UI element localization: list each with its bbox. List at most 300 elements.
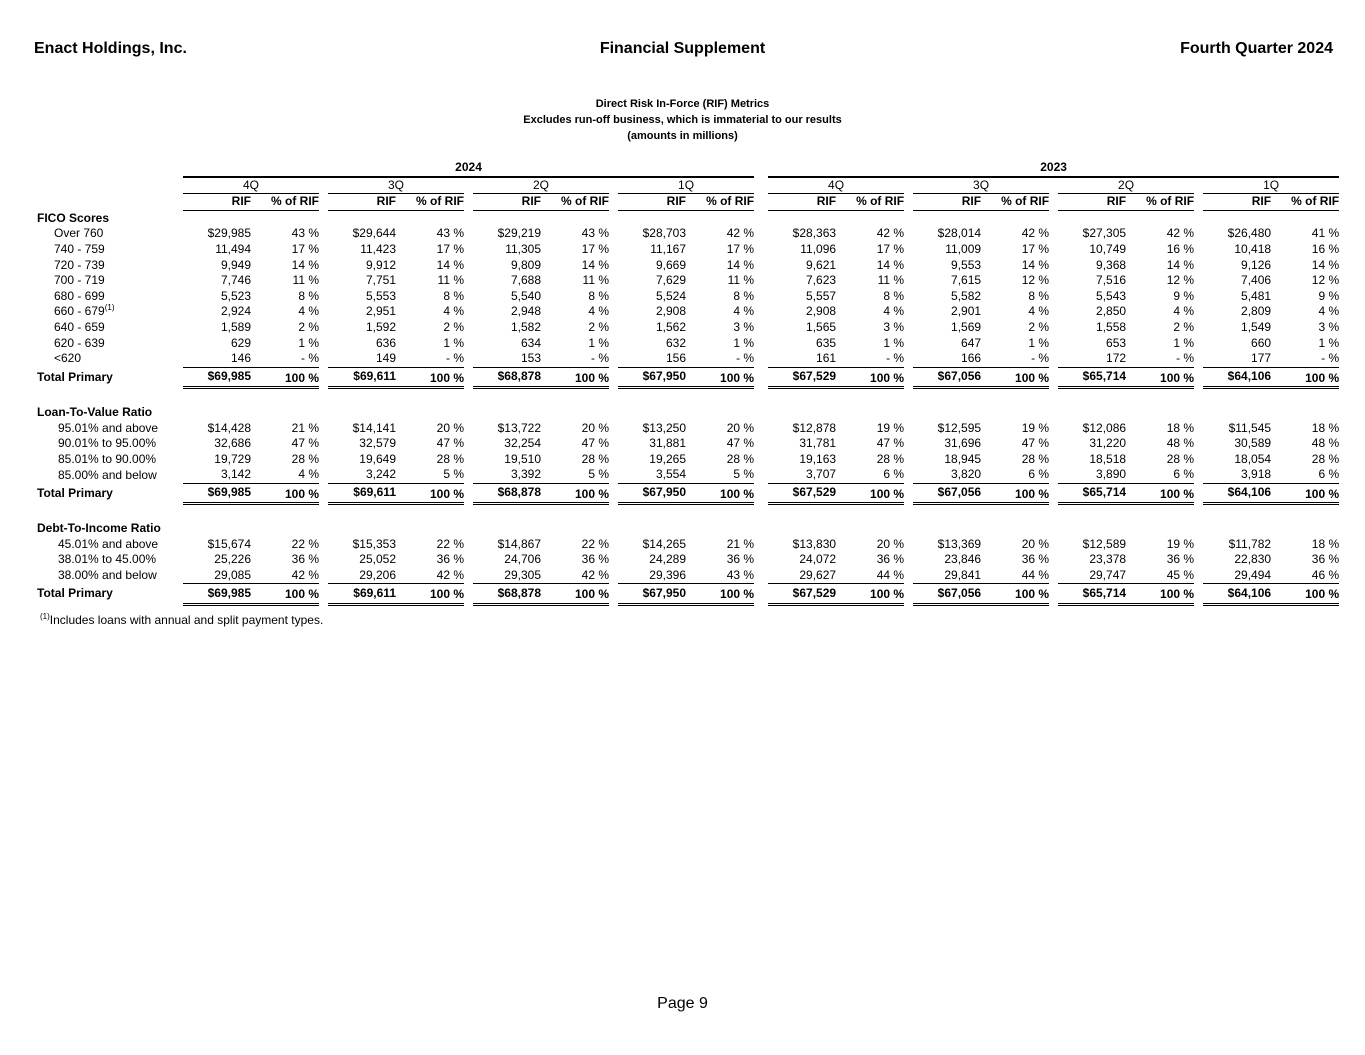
pct-of-rif-value: 42 % (1021, 226, 1050, 241)
pct-of-rif-value: 17 % (436, 241, 464, 256)
section-header-row (37, 210, 1339, 226)
footnote-marker: (1) (40, 612, 50, 621)
rif-column-header: RIF (1203, 194, 1271, 211)
rif-value: 3,890 (1096, 467, 1127, 482)
pct-of-rif-value: 2 % (443, 319, 464, 334)
row-label-text: Over 760 (54, 226, 104, 241)
row-label-text: 740 - 759 (54, 241, 105, 256)
rif-value: 2,924 (220, 304, 251, 319)
pct-of-rif-value: 4 % (883, 304, 905, 319)
total-row (37, 584, 1339, 605)
total-pct-value: 100 % (981, 584, 1049, 605)
total-pct-value: 100 % (251, 367, 319, 388)
total-pct-value: 100 % (541, 367, 609, 388)
pct-of-rif-value: 2 % (298, 319, 319, 334)
rif-value: $12,589 (1082, 536, 1127, 551)
total-rif-value: $68,878 (473, 367, 541, 388)
pct-of-rif-value: 3 % (883, 319, 905, 334)
rif-value: $28,014 (937, 226, 982, 241)
total-row (37, 483, 1339, 504)
rif-column-header: RIF (328, 194, 396, 211)
row-label-text: 90.01% to 95.00% (58, 436, 157, 451)
total-rif-value: $68,878 (473, 483, 541, 504)
pct-of-rif-value: 5 % (443, 467, 464, 482)
pct-of-rif-value: 3 % (733, 319, 755, 334)
row-label (37, 289, 183, 305)
row-label-text: 45.01% and above (58, 536, 159, 551)
rif-value: 149 (375, 351, 396, 366)
rif-value: 156 (665, 351, 686, 366)
rif-value: 5,557 (806, 288, 837, 303)
pct-of-rif-value: 47 % (1021, 436, 1050, 451)
rif-value: 647 (961, 335, 982, 350)
rif-value: 18,054 (1234, 451, 1272, 466)
pct-of-rif-value: 28 % (726, 451, 755, 466)
pct-of-rif-value: 6 % (883, 467, 905, 482)
row-label-text: 700 - 719 (54, 273, 105, 288)
pct-of-rif-value: 11 % (582, 273, 609, 288)
company-name: Enact Holdings, Inc. (34, 40, 187, 57)
pct-of-rif-value: 43 % (291, 226, 319, 241)
pct-of-rif-value: 8 % (733, 288, 755, 303)
quarter-header: 3Q (913, 177, 1049, 194)
total-label: Total Primary (37, 369, 113, 384)
rif-value: $15,674 (207, 536, 251, 551)
total-rif-value: $64,106 (1203, 584, 1271, 605)
row-label-footnote-marker: (1) (104, 303, 115, 313)
rif-value: 2,908 (655, 304, 686, 319)
total-rif-value: $69,985 (183, 584, 251, 605)
row-label (37, 421, 183, 437)
rif-value: $13,369 (937, 536, 982, 551)
rif-value: 5,540 (510, 288, 541, 303)
rif-value: 29,305 (504, 567, 541, 582)
page-number: Page 9 (657, 995, 708, 1012)
row-label-text: 620 - 639 (54, 335, 105, 350)
rif-value: 2,901 (951, 304, 982, 319)
rif-value: 3,242 (365, 467, 396, 482)
pct-of-rif-value: 28 % (291, 451, 319, 466)
rif-value: $15,353 (352, 536, 396, 551)
pct-of-rif-value: 11 % (877, 273, 905, 288)
rif-value: 9,368 (1096, 257, 1127, 272)
rif-value: 11,096 (800, 241, 837, 256)
total-pct-value: 100 % (251, 483, 319, 504)
total-pct-value: 100 % (1271, 367, 1339, 388)
rif-value: 32,254 (504, 436, 541, 451)
total-pct-value: 100 % (1126, 483, 1194, 504)
row-label (37, 226, 183, 242)
pct-of-rif-value: 5 % (588, 467, 609, 482)
rif-value: 31,781 (799, 436, 837, 451)
pct-column-header: % of RIF (686, 194, 754, 211)
pct-of-rif-value: 14 % (1166, 257, 1195, 272)
rif-value: 29,396 (649, 567, 686, 582)
rif-value: 7,516 (1096, 273, 1127, 288)
row-label (37, 452, 183, 468)
total-rif-value: $67,950 (618, 483, 686, 504)
rif-value: 634 (520, 335, 541, 350)
rif-value: $14,428 (207, 420, 251, 435)
pct-of-rif-value: 21 % (726, 536, 755, 551)
row-label-text: <620 (54, 351, 82, 366)
total-rif-value: $64,106 (1203, 367, 1271, 388)
total-rif-value: $67,056 (913, 584, 981, 605)
pct-of-rif-value: 8 % (588, 288, 609, 303)
pct-of-rif-value: 4 % (1028, 304, 1050, 319)
rif-value: 18,945 (944, 451, 982, 466)
pct-of-rif-value: 28 % (1311, 451, 1340, 466)
pct-of-rif-value: 36 % (726, 552, 755, 567)
row-label (37, 436, 183, 452)
section-title: Debt-To-Income Ratio (37, 521, 161, 536)
pct-of-rif-value: 43 % (581, 226, 609, 241)
total-rif-value: $69,985 (183, 367, 251, 388)
pct-of-rif-value: 4 % (443, 304, 464, 319)
rif-value: 153 (520, 351, 541, 366)
rif-value: 5,543 (1096, 288, 1127, 303)
total-rif-value: $67,056 (913, 367, 981, 388)
rif-value: 11,305 (505, 241, 541, 256)
row-label-text: 640 - 659 (54, 319, 105, 334)
pct-column-header: % of RIF (396, 194, 464, 211)
pct-of-rif-value: 1 % (443, 335, 464, 350)
rif-value: $12,595 (937, 420, 982, 435)
rif-value: $11,782 (1228, 536, 1272, 551)
footnote-text: Includes loans with annual and split payment types. (49, 613, 324, 627)
total-rif-value: $67,950 (618, 584, 686, 605)
table-row (37, 336, 1339, 352)
rif-value: 30,589 (1234, 436, 1272, 451)
table-subtitle: Excludes run-off business, which is immaterial to our results (523, 114, 842, 126)
rif-value: 5,582 (951, 288, 982, 303)
total-row (37, 367, 1339, 388)
pct-of-rif-value: 20 % (581, 420, 609, 435)
pct-of-rif-value: 8 % (883, 288, 905, 303)
rif-value: 24,072 (799, 552, 837, 567)
pct-column-header: % of RIF (836, 194, 904, 211)
total-pct-value: 100 % (396, 367, 464, 388)
row-label (37, 320, 183, 336)
rif-value: 1,569 (951, 319, 982, 334)
pct-of-rif-value: 17 % (876, 241, 905, 256)
rif-value: 2,951 (365, 304, 396, 319)
rif-value: 19,265 (649, 451, 686, 466)
total-pct-value: 100 % (541, 483, 609, 504)
pct-of-rif-value: 45 % (1166, 567, 1195, 582)
pct-of-rif-value: 2 % (1173, 319, 1195, 334)
rif-value: 632 (665, 335, 686, 350)
total-rif-value: $69,611 (328, 367, 396, 388)
rif-value: 24,706 (504, 552, 541, 567)
table-row (37, 273, 1339, 289)
rif-value: 7,406 (1241, 273, 1272, 288)
reporting-period: Fourth Quarter 2024 (1180, 40, 1333, 57)
pct-of-rif-value: 9 % (1318, 288, 1340, 303)
row-label (37, 552, 183, 568)
rif-metrics-table (37, 160, 1339, 606)
rif-value: 2,809 (1241, 304, 1272, 319)
rif-value: 3,820 (951, 467, 982, 482)
pct-of-rif-value: 20 % (1021, 536, 1050, 551)
quarter-header: 1Q (1203, 177, 1339, 194)
total-pct-value: 100 % (836, 367, 904, 388)
pct-of-rif-value: 42 % (726, 226, 755, 241)
total-rif-value: $69,611 (328, 584, 396, 605)
rif-value: 29,747 (1089, 567, 1127, 582)
pct-of-rif-value: 17 % (581, 241, 609, 256)
rif-value: 166 (961, 351, 982, 366)
rif-value: 32,579 (359, 436, 396, 451)
quarter-header: 4Q (768, 177, 904, 194)
pct-of-rif-value: 3 % (1318, 319, 1340, 334)
table-row (37, 304, 1339, 320)
pct-of-rif-value: 46 % (1311, 567, 1340, 582)
pct-of-rif-value: 36 % (1311, 552, 1340, 567)
row-label (37, 537, 183, 553)
total-rif-value: $67,529 (768, 584, 836, 605)
rif-value: 25,226 (214, 552, 251, 567)
rif-value: 3,392 (510, 467, 541, 482)
total-rif-value: $69,985 (183, 483, 251, 504)
rif-value: 10,749 (1089, 241, 1127, 256)
pct-of-rif-value: 44 % (1021, 567, 1050, 582)
pct-of-rif-value: 4 % (298, 304, 319, 319)
pct-of-rif-value: 12 % (1021, 273, 1050, 288)
rif-value: 19,729 (214, 451, 251, 466)
row-label-text: 660 - 679 (54, 304, 105, 319)
rif-value: $12,878 (792, 420, 837, 435)
pct-of-rif-value: 48 % (1311, 436, 1340, 451)
rif-column-header: RIF (618, 194, 686, 211)
pct-of-rif-value: 17 % (726, 241, 755, 256)
pct-of-rif-value: 28 % (436, 451, 464, 466)
rif-value: 5,524 (655, 288, 686, 303)
pct-of-rif-value: 36 % (291, 552, 319, 567)
pct-of-rif-value: 4 % (1318, 304, 1340, 319)
row-label-text: 38.01% to 45.00% (58, 552, 157, 567)
pct-of-rif-value: 1 % (298, 335, 319, 350)
column-header-row (37, 194, 1339, 211)
pct-of-rif-value: 4 % (733, 304, 755, 319)
pct-of-rif-value: 2 % (588, 319, 609, 334)
pct-of-rif-value: 6 % (1318, 467, 1340, 482)
total-rif-value: $67,950 (618, 367, 686, 388)
pct-of-rif-value: 11 % (727, 273, 755, 288)
rif-value: 7,746 (220, 273, 251, 288)
rif-value: 146 (230, 351, 251, 366)
total-pct-value: 100 % (1126, 584, 1194, 605)
pct-of-rif-value: 19 % (876, 420, 905, 435)
total-rif-value: $69,611 (328, 483, 396, 504)
table-row (37, 320, 1339, 336)
pct-of-rif-value: 5 % (733, 467, 755, 482)
row-label (37, 351, 183, 367)
pct-of-rif-value: 28 % (1021, 451, 1050, 466)
rif-value: $11,545 (1228, 420, 1272, 435)
rif-value: 1,582 (510, 319, 541, 334)
quarter-header: 1Q (618, 177, 754, 194)
pct-of-rif-value: 42 % (581, 567, 609, 582)
pct-of-rif-value: - % (446, 351, 464, 366)
pct-of-rif-value: 28 % (876, 451, 905, 466)
pct-column-header: % of RIF (251, 194, 319, 211)
rif-value: 18,518 (1089, 451, 1127, 466)
pct-of-rif-value: 28 % (1166, 451, 1195, 466)
rif-value: 2,948 (510, 304, 541, 319)
rif-value: 7,623 (806, 273, 837, 288)
pct-of-rif-value: 14 % (1021, 257, 1050, 272)
row-label (37, 304, 183, 320)
rif-value: $14,265 (642, 536, 686, 551)
pct-of-rif-value: 41 % (1311, 226, 1340, 241)
pct-of-rif-value: - % (736, 351, 755, 366)
rif-value: 19,163 (799, 451, 837, 466)
quarter-header: 2Q (473, 177, 609, 194)
pct-of-rif-value: 11 % (292, 273, 319, 288)
pct-of-rif-value: 36 % (436, 552, 464, 567)
row-label-text: 95.01% and above (58, 420, 159, 435)
pct-of-rif-value: 36 % (876, 552, 905, 567)
table-row (37, 242, 1339, 258)
rif-value: 9,809 (510, 257, 541, 272)
rif-value: 10,418 (1234, 241, 1272, 256)
rif-value: 1,558 (1096, 319, 1127, 334)
pct-of-rif-value: 4 % (298, 467, 319, 482)
rif-value: 2,908 (806, 304, 837, 319)
pct-of-rif-value: 1 % (883, 335, 905, 350)
total-pct-value: 100 % (1271, 584, 1339, 605)
total-rif-value: $68,878 (473, 584, 541, 605)
rif-value: 5,523 (220, 288, 251, 303)
rif-value: 629 (230, 335, 251, 350)
pct-of-rif-value: 22 % (291, 536, 319, 551)
rif-value: 636 (375, 335, 396, 350)
pct-of-rif-value: - % (1031, 351, 1050, 366)
pct-of-rif-value: 47 % (436, 436, 464, 451)
rif-value: 19,649 (359, 451, 396, 466)
rif-value: $14,867 (497, 536, 541, 551)
rif-value: 31,696 (944, 436, 982, 451)
pct-of-rif-value: 16 % (1166, 241, 1195, 256)
rif-value: 11,423 (360, 241, 396, 256)
pct-of-rif-value: 18 % (1166, 420, 1195, 435)
pct-of-rif-value: - % (1321, 351, 1340, 366)
pct-of-rif-value: 17 % (1021, 241, 1050, 256)
rif-value: 3,554 (655, 467, 686, 482)
pct-of-rif-value: 21 % (291, 420, 319, 435)
table-row (37, 552, 1339, 568)
rif-value: 23,378 (1089, 552, 1127, 567)
total-pct-value: 100 % (686, 367, 754, 388)
quarter-header: 4Q (183, 177, 319, 194)
row-label-text: 38.00% and below (58, 568, 157, 583)
pct-of-rif-value: - % (591, 351, 609, 366)
pct-of-rif-value: - % (301, 351, 319, 366)
rif-value: 3,707 (806, 467, 837, 482)
row-label (37, 258, 183, 274)
pct-of-rif-value: 48 % (1166, 436, 1195, 451)
rif-value: 5,481 (1241, 288, 1272, 303)
pct-of-rif-value: 19 % (1166, 536, 1195, 551)
total-pct-value: 100 % (686, 584, 754, 605)
rif-value: 9,669 (655, 257, 686, 272)
pct-column-header: % of RIF (541, 194, 609, 211)
total-pct-value: 100 % (981, 483, 1049, 504)
rif-value: 1,565 (806, 319, 837, 334)
rif-value: 23,846 (944, 552, 982, 567)
total-rif-value: $65,714 (1058, 584, 1126, 605)
pct-of-rif-value: 8 % (298, 288, 319, 303)
year-header: 2024 (183, 160, 754, 177)
pct-of-rif-value: 16 % (1311, 241, 1340, 256)
pct-of-rif-value: 12 % (1311, 273, 1340, 288)
pct-of-rif-value: 19 % (1021, 420, 1050, 435)
pct-of-rif-value: 43 % (436, 226, 464, 241)
pct-of-rif-value: 36 % (1021, 552, 1050, 567)
total-rif-value: $64,106 (1203, 483, 1271, 504)
pct-of-rif-value: 14 % (581, 257, 609, 272)
rif-value: 29,627 (799, 567, 837, 582)
total-label: Total Primary (37, 586, 113, 601)
pct-of-rif-value: 47 % (581, 436, 609, 451)
rif-value: 3,918 (1241, 467, 1272, 482)
pct-of-rif-value: 6 % (1028, 467, 1050, 482)
rif-column-header: RIF (473, 194, 541, 211)
pct-of-rif-value: 12 % (1166, 273, 1195, 288)
rif-value: $13,830 (792, 536, 837, 551)
rif-value: $29,644 (352, 226, 396, 241)
total-pct-value: 100 % (836, 483, 904, 504)
total-pct-value: 100 % (541, 584, 609, 605)
pct-of-rif-value: 8 % (443, 288, 464, 303)
pct-of-rif-value: 47 % (291, 436, 319, 451)
rif-value: 29,206 (359, 567, 396, 582)
table-units-note: (amounts in millions) (627, 130, 738, 142)
rif-value: 9,912 (365, 257, 396, 272)
row-label (37, 336, 183, 352)
rif-value: 635 (816, 335, 837, 350)
pct-of-rif-value: 43 % (726, 567, 755, 582)
document-title: Financial Supplement (599, 40, 766, 57)
total-label: Total Primary (37, 485, 113, 500)
total-rif-value: $67,529 (768, 367, 836, 388)
row-label (37, 568, 183, 584)
pct-of-rif-value: 20 % (726, 420, 755, 435)
total-pct-value: 100 % (251, 584, 319, 605)
rif-value: 32,686 (214, 436, 251, 451)
rif-column-header: RIF (913, 194, 981, 211)
pct-of-rif-value: 1 % (588, 335, 609, 350)
table-row (37, 568, 1339, 584)
rif-value: 161 (816, 351, 837, 366)
rif-value: 7,615 (951, 273, 982, 288)
rif-value: 25,052 (359, 552, 396, 567)
rif-value: 1,562 (655, 319, 686, 334)
pct-of-rif-value: 6 % (1173, 467, 1195, 482)
rif-value: 653 (1106, 335, 1127, 350)
row-label-text: 680 - 699 (54, 288, 105, 303)
rif-value: $28,703 (642, 226, 686, 241)
pct-of-rif-value: 1 % (1028, 335, 1050, 350)
table-row (37, 537, 1339, 553)
row-label (37, 467, 183, 483)
rif-value: 24,289 (649, 552, 686, 567)
rif-value: 19,510 (504, 451, 541, 466)
pct-of-rif-value: 42 % (1166, 226, 1195, 241)
rif-value: 660 (1251, 335, 1272, 350)
rif-value: 31,220 (1089, 436, 1127, 451)
